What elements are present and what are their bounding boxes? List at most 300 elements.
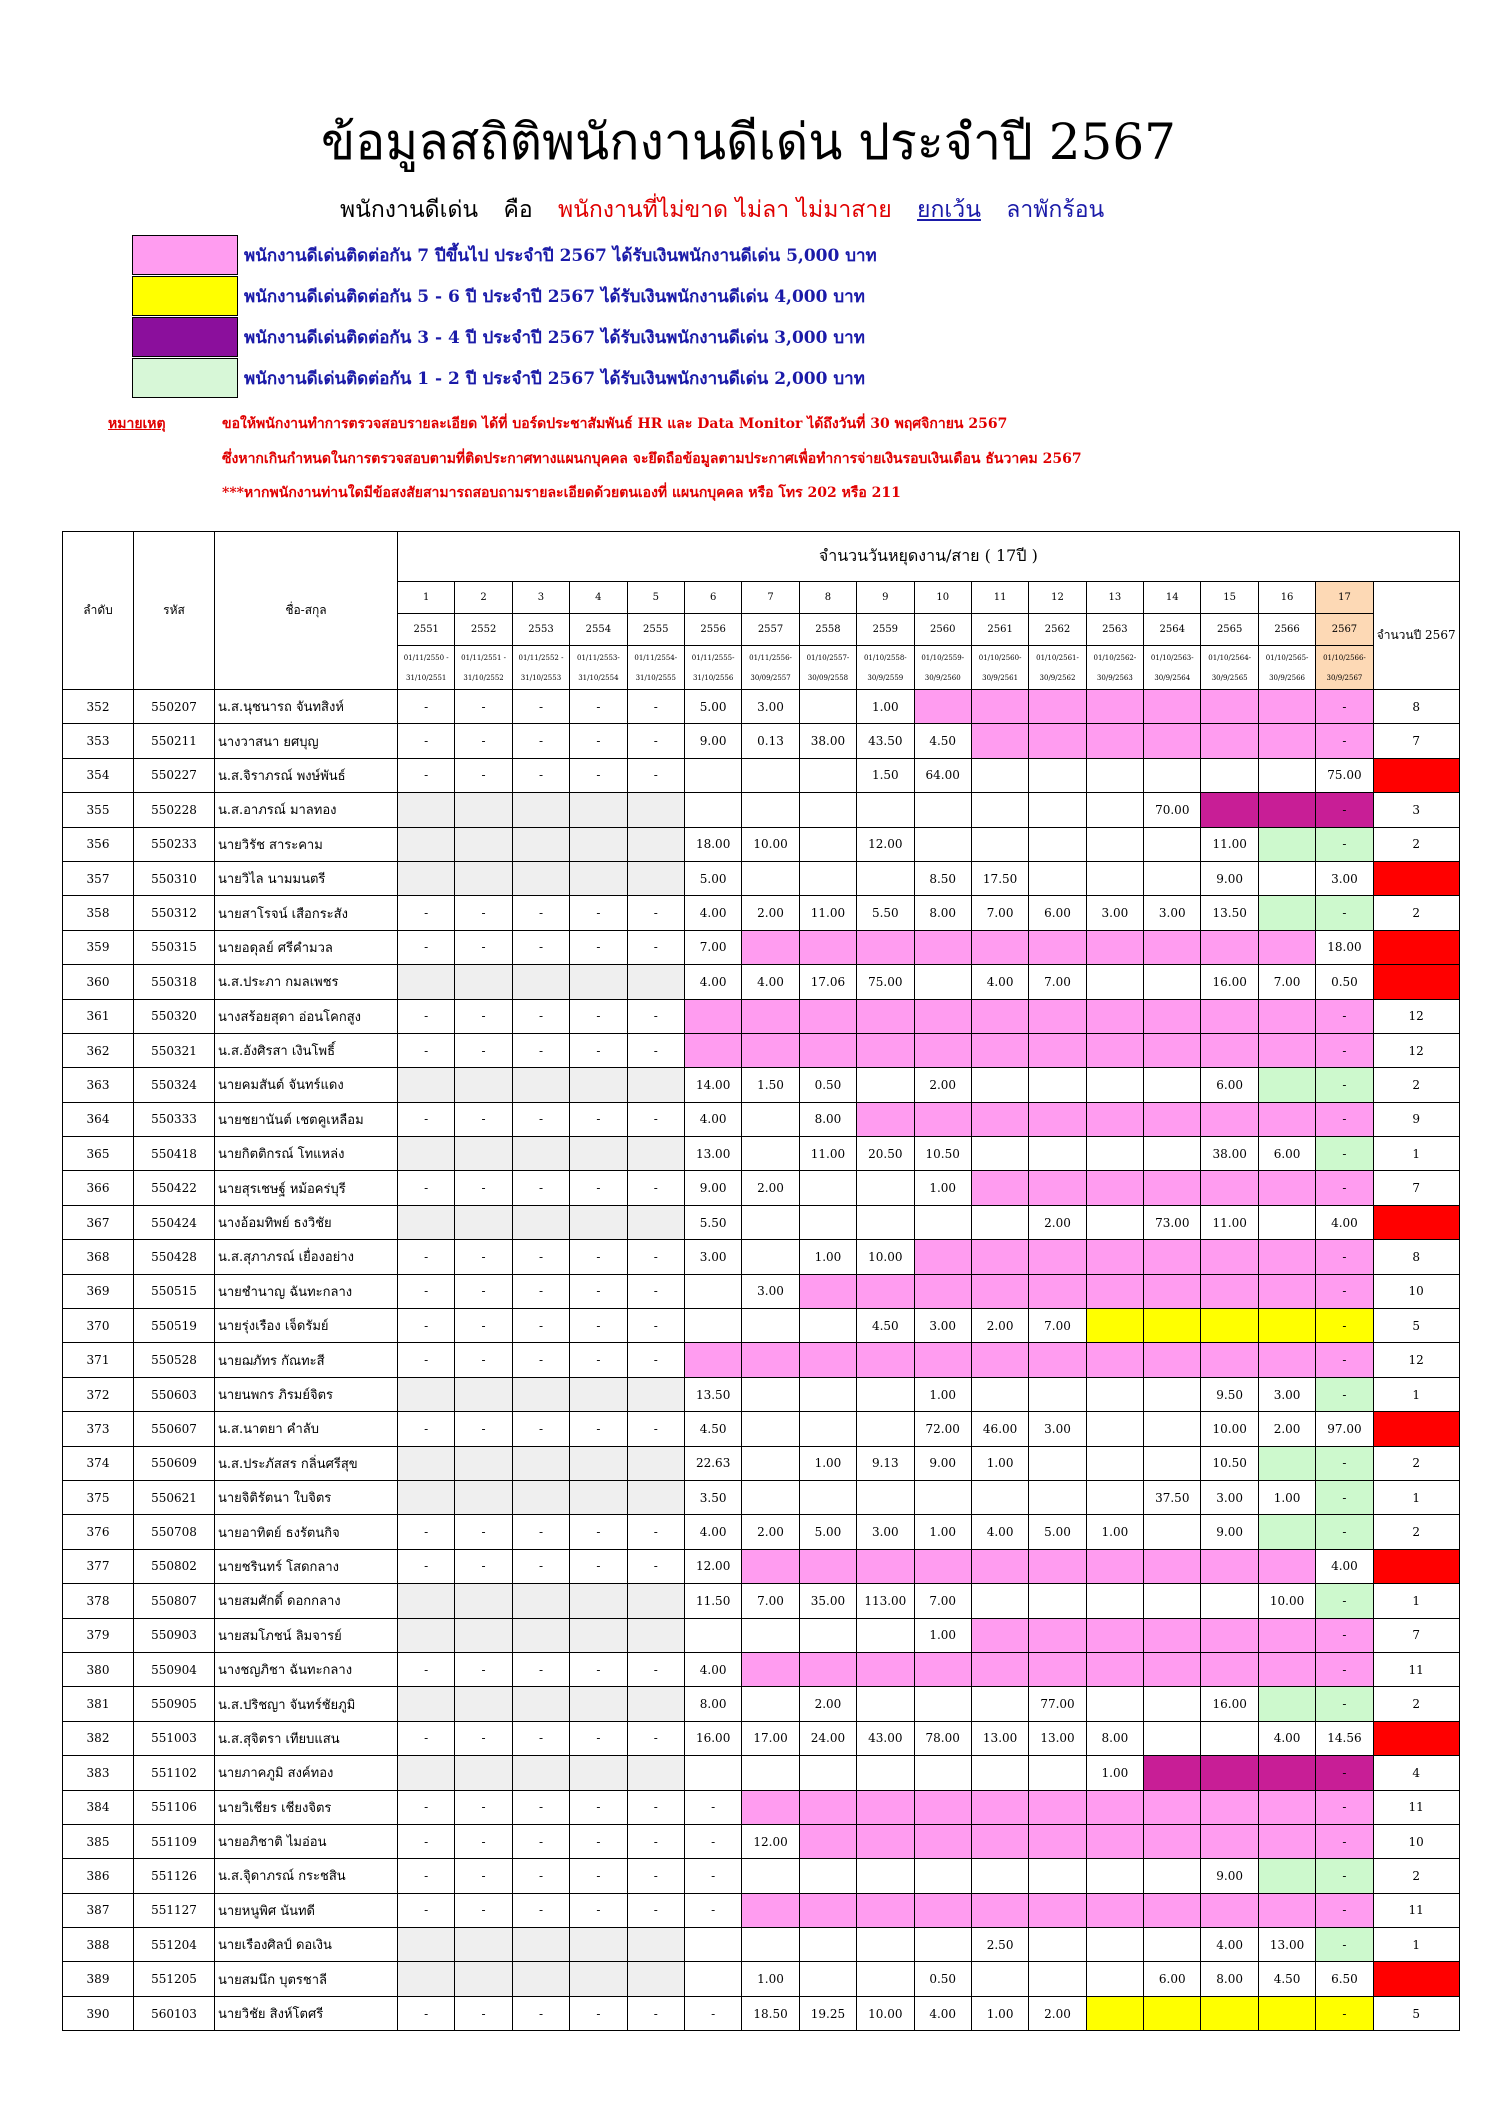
cell-year-value [742,1240,799,1274]
cell-year-value: - [398,724,455,758]
cell-year-value [971,1687,1028,1721]
table-row [63,1377,1460,1411]
cell-year-value [684,793,741,827]
cell-year-value: 4.50 [914,724,971,758]
cell-year-value: - [684,1893,741,1927]
cell-year-value: 2.00 [742,896,799,930]
cell-year-value [1144,1377,1201,1411]
cell-year-value [1258,1996,1315,2030]
legend-text: พนักงานดีเด่นติดต่อกัน 5 - 6 ปี ประจำปี 2567 ได้รับเงินพนักงานดีเด่น 4,000 บาท [244,287,865,307]
cell-no: 376 [63,1515,134,1549]
cell-year-value [1086,1171,1143,1205]
header-year-index: 12 [1029,582,1086,614]
cell-year-value [455,1480,512,1514]
note-label: หมายเหตุ [108,416,166,432]
table-row [63,1137,1460,1171]
header-year: 2561 [971,614,1028,646]
table-row [63,1205,1460,1239]
cell-no: 365 [63,1137,134,1171]
cell-year-value [1029,1618,1086,1652]
cell-year-value: - [398,1343,455,1377]
table-row [63,1412,1460,1446]
cell-year-value [971,999,1028,1033]
cell-name: นายสมศักดิ์ ดอกกลาง [215,1584,398,1618]
cell-year-value: 5.00 [684,690,741,724]
cell-no: 385 [63,1824,134,1858]
cell-year-value [1144,1274,1201,1308]
header-year: 2556 [684,614,741,646]
cell-year-value [398,1584,455,1618]
cell-year-value: 64.00 [914,758,971,792]
cell-year-value [1086,1377,1143,1411]
cell-year-value [627,1480,684,1514]
cell-year-value: 1.00 [857,690,914,724]
cell-code: 551106 [134,1790,215,1824]
cell-year-value: 4.00 [914,1996,971,2030]
cell-year-value [1258,724,1315,758]
cell-year-value: 10.50 [1201,1446,1258,1480]
cell-year-value: 17.06 [799,965,856,999]
cell-code: 550609 [134,1446,215,1480]
cell-year-value: 75.00 [1316,758,1373,792]
cell-year-value [398,1687,455,1721]
cell-code: 550904 [134,1652,215,1686]
cell-year-value [1144,1721,1201,1755]
cell-year-value [1201,1584,1258,1618]
cell-year-value: 2.00 [1258,1412,1315,1446]
cell-count [1373,1549,1459,1583]
cell-year-value [512,1137,569,1171]
header-count: จำนวนปี 2567 [1373,582,1459,690]
cell-year-value: - [1316,793,1373,827]
table-row [63,1928,1460,1962]
cell-no: 362 [63,1033,134,1067]
cell-year-value: - [398,1171,455,1205]
cell-year-value: - [512,690,569,724]
cell-no: 383 [63,1756,134,1790]
cell-year-value: 18.00 [684,827,741,861]
cell-year-value [857,1756,914,1790]
cell-year-value: - [512,896,569,930]
cell-code: 550211 [134,724,215,758]
cell-name: นายชรินทร์ โสดกลาง [215,1549,398,1583]
cell-year-value [857,1824,914,1858]
cell-no: 367 [63,1205,134,1239]
cell-no: 372 [63,1377,134,1411]
cell-year-value [1086,1824,1143,1858]
table-row [63,999,1460,1033]
cell-year-value [971,930,1028,964]
header-year-index: 4 [570,582,627,614]
cell-year-value: 16.00 [1201,1687,1258,1721]
cell-year-value [742,1205,799,1239]
cell-year-value [914,690,971,724]
cell-year-value: - [684,1996,741,2030]
cell-year-value [1201,1549,1258,1583]
cell-year-value [1029,999,1086,1033]
cell-year-value: 7.00 [742,1584,799,1618]
cell-year-value: 3.00 [742,690,799,724]
cell-year-value: 4.00 [684,965,741,999]
cell-year-value [1029,861,1086,895]
cell-year-value [398,861,455,895]
cell-year-value: 77.00 [1029,1687,1086,1721]
cell-count: 1 [1373,1137,1459,1171]
cell-year-value [914,1343,971,1377]
cell-year-value [1258,1068,1315,1102]
cell-year-value: 20.50 [857,1137,914,1171]
cell-year-value [1258,930,1315,964]
cell-year-value [570,1687,627,1721]
cell-year-value [742,1687,799,1721]
cell-year-value [914,999,971,1033]
cell-code: 550515 [134,1274,215,1308]
table-row [63,1756,1460,1790]
cell-name: นายสมนึก บุตรชาลี [215,1962,398,1996]
cell-year-value [914,1652,971,1686]
cell-no: 368 [63,1240,134,1274]
cell-year-value [1029,1756,1086,1790]
cell-year-value [1029,1893,1086,1927]
cell-year-value [799,827,856,861]
cell-year-value: - [455,1412,512,1446]
cell-count [1373,930,1459,964]
cell-year-value [971,1377,1028,1411]
cell-year-value [684,1309,741,1343]
cell-year-value: - [570,1309,627,1343]
cell-year-value [1029,1859,1086,1893]
cell-year-value: - [627,1515,684,1549]
cell-year-value: 7.00 [1029,1309,1086,1343]
table-row [63,1893,1460,1927]
cell-year-value [1201,690,1258,724]
cell-year-value: 1.00 [914,1171,971,1205]
cell-year-value [799,1928,856,1962]
table-row [63,1859,1460,1893]
cell-year-value [971,758,1028,792]
cell-year-value [398,1962,455,1996]
cell-year-value [1086,690,1143,724]
cell-year-value: 38.00 [799,724,856,758]
cell-year-value: - [1316,1756,1373,1790]
table-row [63,1996,1460,2030]
cell-year-value [570,827,627,861]
cell-year-value [455,1137,512,1171]
cell-no: 354 [63,758,134,792]
header-year: 2559 [857,614,914,646]
cell-code: 550418 [134,1137,215,1171]
legend-text: พนักงานดีเด่นติดต่อกัน 1 - 2 ปี ประจำปี 2567 ได้รับเงินพนักงานดีเด่น 2,000 บาท [244,369,865,389]
cell-year-value [1086,1962,1143,1996]
cell-year-value [799,1343,856,1377]
cell-year-value [799,1618,856,1652]
cell-year-value [1258,1205,1315,1239]
cell-year-value: - [627,1790,684,1824]
cell-count: 1 [1373,1480,1459,1514]
cell-count: 1 [1373,1928,1459,1962]
cell-year-value: - [455,1790,512,1824]
cell-year-value [857,1480,914,1514]
cell-year-value: - [627,1549,684,1583]
cell-year-value [971,1652,1028,1686]
cell-year-value [914,1859,971,1893]
cell-year-value [799,861,856,895]
cell-year-value [627,1756,684,1790]
cell-count: 5 [1373,1309,1459,1343]
cell-year-value [1029,1377,1086,1411]
cell-year-value [1086,1549,1143,1583]
cell-no: 388 [63,1928,134,1962]
cell-year-value: - [455,1033,512,1067]
table-row [63,1721,1460,1755]
table-row [63,965,1460,999]
cell-year-value: 43.50 [857,724,914,758]
cell-year-value: - [570,1515,627,1549]
cell-name: นายวิไล นามมนตรี [215,861,398,895]
cell-no: 369 [63,1274,134,1308]
cell-year-value [1144,1652,1201,1686]
cell-year-value [799,930,856,964]
cell-year-value: - [627,1652,684,1686]
cell-year-value: - [398,1893,455,1927]
cell-year-value [857,999,914,1033]
header-year: 2566 [1258,614,1315,646]
cell-year-value: - [455,1652,512,1686]
cell-name: นางวาสนา ยศบุญ [215,724,398,758]
cell-no: 382 [63,1721,134,1755]
cell-year-value: - [398,690,455,724]
header-year-range: 01/10/2559- 30/9/2560 [914,646,971,690]
cell-year-value [857,861,914,895]
cell-year-value: - [1316,1343,1373,1377]
cell-count: 7 [1373,1618,1459,1652]
cell-year-value: - [570,1240,627,1274]
cell-no: 377 [63,1549,134,1583]
cell-no: 363 [63,1068,134,1102]
cell-year-value [742,1309,799,1343]
cell-year-value: 6.00 [1201,1068,1258,1102]
cell-year-value [742,930,799,964]
header-year-index: 16 [1258,582,1315,614]
cell-year-value [799,1205,856,1239]
cell-year-value: 4.00 [1258,1721,1315,1755]
cell-year-value [1029,1790,1086,1824]
header-year-index: 13 [1086,582,1143,614]
cell-year-value [1144,1240,1201,1274]
cell-year-value [684,1962,741,1996]
cell-year-value [1201,1652,1258,1686]
cell-year-value: - [398,1412,455,1446]
cell-year-value: 8.50 [914,861,971,895]
cell-year-value: - [570,999,627,1033]
cell-year-value [1029,1033,1086,1067]
cell-code: 560103 [134,1996,215,2030]
cell-year-value: 97.00 [1316,1412,1373,1446]
cell-year-value: - [570,896,627,930]
cell-year-value: - [1316,1171,1373,1205]
cell-year-value [1144,827,1201,861]
cell-code: 551205 [134,1962,215,1996]
cell-code: 550333 [134,1102,215,1136]
cell-year-value [627,1068,684,1102]
cell-name: นางสร้อยสุดา อ่อนโคกสูง [215,999,398,1033]
cell-name: นายเรืองศิลป์ ดอเงิน [215,1928,398,1962]
header-year: 2551 [398,614,455,646]
cell-year-value [971,1480,1028,1514]
header-year: 2560 [914,614,971,646]
cell-year-value [398,1137,455,1171]
cell-year-value [1029,1549,1086,1583]
cell-year-value: - [455,1996,512,2030]
cell-year-value [1258,999,1315,1033]
cell-code: 550315 [134,930,215,964]
cell-year-value [1086,1928,1143,1962]
cell-year-value [1029,1240,1086,1274]
header-year-range: 01/10/2558- 30/9/2559 [857,646,914,690]
cell-year-value [1144,1790,1201,1824]
cell-year-value [1258,1549,1315,1583]
cell-year-value: - [512,1824,569,1858]
cell-year-value: - [627,896,684,930]
cell-year-value [914,930,971,964]
cell-year-value [1086,1790,1143,1824]
cell-count: 8 [1373,690,1459,724]
table-row [63,1343,1460,1377]
cell-year-value: - [398,1274,455,1308]
cell-year-value: 11.00 [799,1137,856,1171]
cell-year-value: 9.00 [1201,1515,1258,1549]
cell-year-value [1201,1790,1258,1824]
cell-year-value [512,965,569,999]
cell-year-value: - [1316,1618,1373,1652]
cell-year-value [1144,1309,1201,1343]
cell-year-value: 3.00 [1316,861,1373,895]
cell-year-value [971,690,1028,724]
cell-year-value: - [1316,1446,1373,1480]
cell-count [1373,861,1459,895]
cell-year-value: 37.50 [1144,1480,1201,1514]
cell-year-value: - [455,1515,512,1549]
definition-term: พนักงานดีเด่น [340,197,479,223]
cell-year-value: 1.00 [742,1962,799,1996]
cell-year-value: - [455,999,512,1033]
cell-year-value [1201,1033,1258,1067]
cell-count: 9 [1373,1102,1459,1136]
cell-count: 7 [1373,1171,1459,1205]
cell-count: 12 [1373,1033,1459,1067]
cell-year-value: 9.00 [914,1446,971,1480]
cell-year-value [512,1618,569,1652]
cell-year-value: - [1316,1033,1373,1067]
cell-year-value [1086,827,1143,861]
cell-year-value: 8.00 [1086,1721,1143,1755]
cell-year-value: - [512,999,569,1033]
legend-swatch [132,276,238,316]
cell-name: นายกิตติกรณ์ โทแหล่ง [215,1137,398,1171]
cell-year-value: - [512,1240,569,1274]
cell-year-value: - [455,1824,512,1858]
header-year: 2555 [627,614,684,646]
cell-year-value [1029,1962,1086,1996]
cell-year-value [1201,1721,1258,1755]
cell-year-value: - [455,724,512,758]
cell-year-value: - [627,999,684,1033]
cell-year-value [914,1687,971,1721]
cell-year-value [512,1446,569,1480]
cell-code: 550519 [134,1309,215,1343]
header-year-index: 1 [398,582,455,614]
cell-year-value: 10.00 [857,1240,914,1274]
cell-code: 550422 [134,1171,215,1205]
cell-count: 11 [1373,1652,1459,1686]
cell-year-value: - [1316,1790,1373,1824]
cell-year-value [971,1171,1028,1205]
cell-year-value [1258,1102,1315,1136]
cell-year-value: - [512,1033,569,1067]
cell-year-value [742,999,799,1033]
cell-year-value [971,827,1028,861]
cell-name: น.ส.จุิดาภรณ์ กระชสิน [215,1859,398,1893]
cell-code: 551003 [134,1721,215,1755]
cell-year-value [684,1343,741,1377]
cell-name: น.ส.สุจิตรา เทียบแสน [215,1721,398,1755]
cell-year-value [627,827,684,861]
table-row [63,1549,1460,1583]
cell-year-value [1144,1618,1201,1652]
cell-year-value: 1.00 [914,1377,971,1411]
cell-year-value [455,1377,512,1411]
cell-year-value: 12.00 [857,827,914,861]
cell-year-value: - [512,1171,569,1205]
cell-count: 11 [1373,1893,1459,1927]
cell-year-value [570,861,627,895]
cell-year-value [1201,1893,1258,1927]
cell-name: นายวิเชียร เชียงจิตร [215,1790,398,1824]
cell-year-value: - [455,930,512,964]
table-row [63,1171,1460,1205]
cell-count: 12 [1373,999,1459,1033]
cell-year-value [398,1205,455,1239]
cell-year-value: 4.00 [684,896,741,930]
cell-year-value [857,1274,914,1308]
definition-vacation: ลาพักร้อน [1006,197,1105,223]
cell-year-value [799,1859,856,1893]
cell-year-value [512,827,569,861]
cell-year-value: - [512,1721,569,1755]
table-row [63,1652,1460,1686]
cell-year-value: - [1316,1893,1373,1927]
cell-year-value [570,793,627,827]
cell-year-value [1086,793,1143,827]
cell-year-value [857,1962,914,1996]
cell-count: 10 [1373,1274,1459,1308]
header-year-index: 9 [857,582,914,614]
cell-year-value: 1.00 [799,1240,856,1274]
cell-no: 366 [63,1171,134,1205]
cell-year-value: 38.00 [1201,1137,1258,1171]
cell-year-value [799,1756,856,1790]
cell-year-value [1201,1824,1258,1858]
cell-name: นายอดุลย์ ศรีคำมวล [215,930,398,964]
cell-year-value: - [1316,1824,1373,1858]
cell-year-value: 12.00 [742,1824,799,1858]
cell-year-value [627,1928,684,1962]
cell-year-value: - [570,930,627,964]
header-year-range: 01/11/2556- 30/09/2557 [742,646,799,690]
cell-code: 550320 [134,999,215,1033]
cell-count: 10 [1373,1824,1459,1858]
cell-name: นายชยานันต์ เชตคูเหลือม [215,1102,398,1136]
